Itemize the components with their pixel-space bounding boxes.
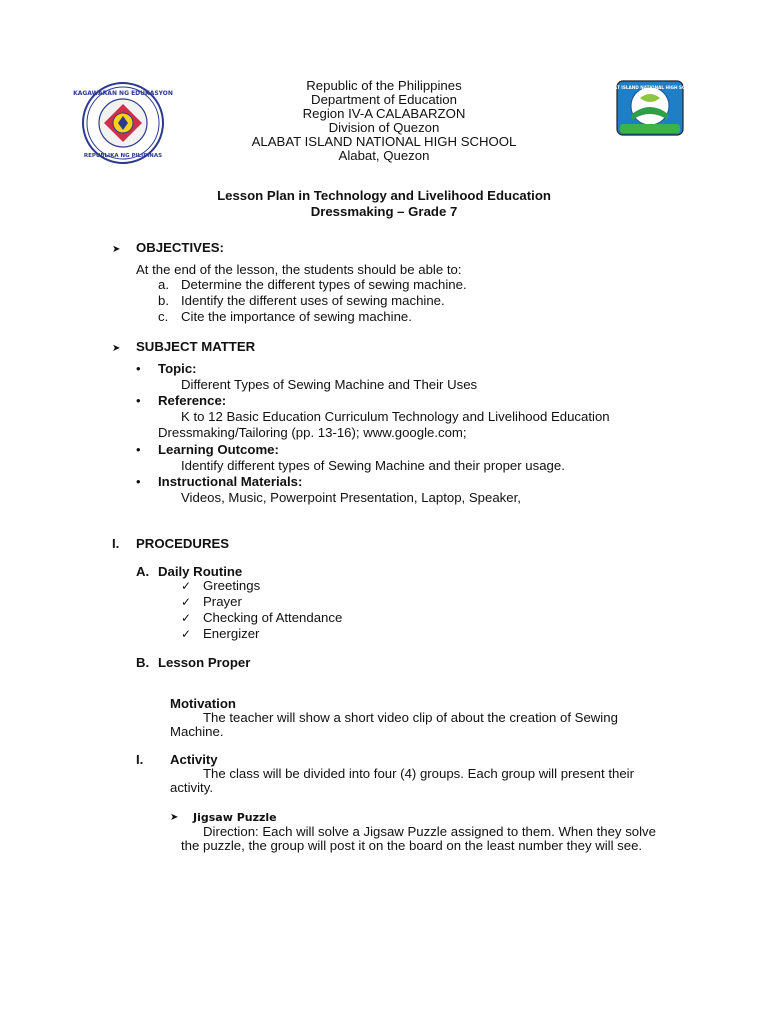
objective-marker: c. [158, 309, 169, 324]
lesson-plan-title [0, 188, 768, 220]
materials-value: Videos, Music, Powerpoint Presentation, Laptop, Speaker, [181, 490, 521, 505]
routine-item: Greetings [203, 578, 261, 593]
activity-heading: Activity [170, 752, 218, 767]
procedures-heading: PROCEDURES [136, 536, 230, 551]
routine-item: Energizer [203, 626, 260, 641]
routine-item: Prayer [203, 594, 242, 609]
motivation-line: The teacher will show a short video clip of about the creation of Sewing [203, 710, 618, 725]
reference-value: Dressmaking/Tailoring (pp. 13-16); www.google.com; [158, 425, 467, 440]
materials-label: Instructional Materials: [158, 474, 303, 489]
lesson-proper-marker: B. [136, 655, 150, 670]
motivation-line: Machine. [170, 724, 224, 739]
reference-label: Reference: [158, 393, 227, 408]
reference-value: K to 12 Basic Education Curriculum Technology and Livelihood Education [181, 409, 610, 424]
checkmark-icon: ✓ [181, 611, 192, 625]
outcome-label: Learning Outcome: [158, 442, 279, 457]
lesson-proper-heading: Lesson Proper [158, 655, 251, 670]
header-line: Division of Quezon [328, 120, 440, 135]
section-heading: OBJECTIVES: [136, 240, 224, 255]
svg-text:ALABAT ISLAND NATIONAL HIGH SC: ALABAT ISLAND NATIONAL HIGH SCHOOL [601, 85, 699, 90]
outcome-value: Identify different types of Sewing Machine and their proper usage. [181, 458, 565, 473]
jigsaw-heading: Jigsaw Puzzle [193, 811, 277, 824]
activity-text [170, 766, 678, 782]
motivation-heading: Motivation [170, 696, 236, 711]
bullet-dot-icon: • [136, 474, 141, 489]
jigsaw-line: Direction: Each will solve a Jigsaw Puzzle assigned to them. When they solve [203, 824, 656, 839]
header-line: Alabat, Quezon [338, 148, 430, 163]
routine-item: Checking of Attendance [203, 610, 343, 625]
header-line: ALABAT ISLAND NATIONAL HIGH SCHOOL [251, 134, 517, 149]
objective-item: Identify the different uses of sewing machine. [181, 293, 445, 308]
activity-numeral: I. [136, 752, 144, 767]
bullet-dot-icon: • [136, 442, 141, 457]
title-line: Dressmaking – Grade 7 [310, 204, 458, 219]
daily-routine-heading: Daily Routine [158, 564, 243, 579]
bullet-dot-icon: • [136, 361, 141, 376]
objective-item: Cite the importance of sewing machine. [181, 309, 412, 324]
svg-text:REPUBLIKA NG PILIPINAS: REPUBLIKA NG PILIPINAS [83, 153, 163, 159]
objective-item: Determine the different types of sewing machine. [181, 277, 467, 292]
arrow-bullet-icon: ➤ [112, 343, 121, 354]
objectives-heading [112, 240, 224, 258]
objectives-intro: At the end of the lesson, the students should be able to: [136, 262, 462, 277]
daily-routine-marker: A. [136, 564, 150, 579]
section-heading: SUBJECT MATTER [136, 339, 256, 354]
checkmark-icon: ✓ [181, 627, 192, 641]
topic-value: Different Types of Sewing Machine and Their Uses [181, 377, 478, 392]
arrow-bullet-icon: ➤ [112, 244, 121, 255]
header-line: Republic of the Philippines [306, 78, 462, 93]
jigsaw-line: the puzzle, the group will post it on the board on the least number they will see. [181, 838, 643, 853]
topic-label: Topic: [158, 361, 197, 376]
header-line: Department of Education [311, 92, 457, 107]
title-line: Lesson Plan in Technology and Livelihood Education [217, 188, 551, 203]
subject-matter-heading [112, 339, 256, 357]
checkmark-icon: ✓ [181, 579, 192, 593]
motivation-text [170, 710, 678, 726]
activity-line: The class will be divided into four (4) groups. Each group will present their [203, 766, 635, 781]
school-header [0, 78, 768, 164]
arrow-bullet-icon: ➤ [170, 812, 179, 823]
checkmark-icon: ✓ [181, 595, 192, 609]
procedures-numeral: I. [112, 536, 120, 551]
bullet-dot-icon: • [136, 393, 141, 408]
activity-line: activity. [170, 780, 213, 795]
svg-text:KAGAWARAN NG EDUKASYON: KAGAWARAN NG EDUKASYON [73, 90, 173, 97]
objective-marker: b. [158, 293, 169, 308]
objective-marker: a. [158, 277, 169, 292]
header-line: Region IV-A CALABARZON [302, 106, 466, 121]
